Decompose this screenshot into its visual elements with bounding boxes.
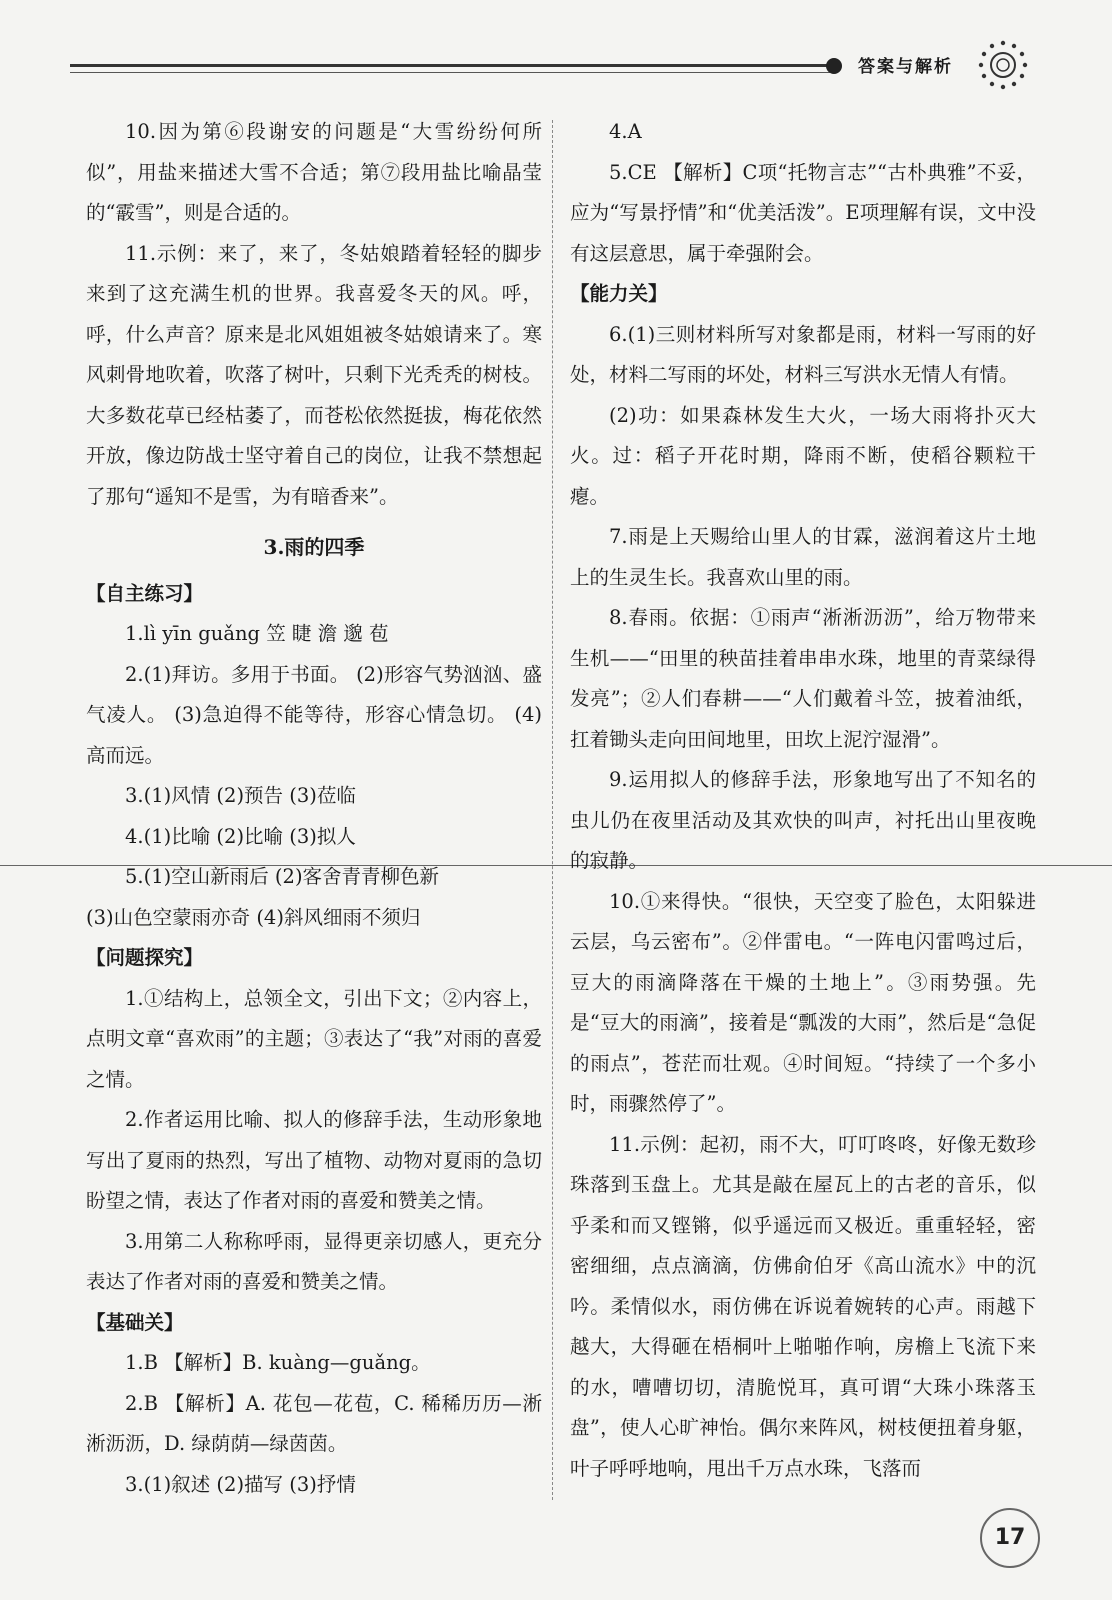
ability-7: 7.雨是上天赐给山里人的甘霖，滋润着这片土地上的生灵生长。我喜欢山里的雨。 — [570, 525, 1036, 589]
section-heading-ability: 【能力关】 — [570, 282, 668, 305]
practice-4: 4.(1)比喻 (2)比喻 (3)拟人 — [125, 824, 356, 848]
right-column — [570, 112, 1036, 1489]
left-column — [86, 112, 542, 1505]
basic-4: 4.A — [609, 120, 642, 143]
basic-5: 5.CE 【解析】C项“托物言志”“古朴典雅”不妥，应为“写景抒情”和“优美活泼”。E项理解有误，文中没有这层意思，属于牵强附会。 — [570, 160, 1036, 265]
practice-2: 2.(1)拜访。多用于书面。 (2)形容气势汹汹、盛气凌人。 (3)急迫得不能等待，形容心情急切。 (4)高而远。 — [86, 662, 542, 767]
ability-9: 9.运用拟人的修辞手法，形象地写出了不知名的虫儿仍在夜里活动及其欢快的叫声，衬托出山里夜晚的寂静。 — [570, 768, 1036, 872]
explore-1: 1.①结构上，总领全文，引出下文；②内容上，点明文章“喜欢雨”的主题；③表达了“我”对雨的喜爱之情。 — [86, 986, 542, 1091]
basic-2: 2.B 【解析】A. 花包—花苞，C. 稀稀历历—淅淅沥沥，D. 绿荫荫—绿茵茵。 — [86, 1391, 542, 1455]
section-heading-basic: 【基础关】 — [86, 1310, 184, 1334]
practice-5: 5.(1)空山新雨后 (2)客舍青青柳色新 — [125, 865, 440, 888]
answer-11: 11.示例：来了，来了，冬姑娘踏着轻轻的脚步来到了这充满生机的世界。我喜爱冬天的风。呼，呼，什么声音？原来是北风姐姐被冬姑娘请来了。寒风刺骨地吹着，吹落了树叶，只剩下光秃秃的树枝。大多数花草已经枯萎了，而苍松依然挺拔，梅花依然开放，像边防战士坚守着自己的岗位，让我不禁想起了那句“遥知不是雪，为有暗香来”。 — [86, 241, 542, 508]
basic-3: 3.(1)叙述 (2)描写 (3)抒情 — [125, 1472, 356, 1496]
ability-6-2: (2)功：如果森林发生大火，一场大雨将扑灭大火。过：稻子开花时期，降雨不断，使稻谷颗粒干瘪。 — [570, 403, 1036, 508]
lesson-title: 3.雨的四季 — [263, 535, 365, 559]
practice-5-cont: (3)山色空蒙雨亦奇 (4)斜风细雨不须归 — [86, 905, 421, 929]
explore-3: 3.用第二人称称呼雨，显得更亲切感人，更充分表达了作者对雨的喜爱和赞美之情。 — [86, 1229, 542, 1293]
decorative-circle-icon — [978, 40, 1028, 90]
section-heading-explore: 【问题探究】 — [86, 946, 204, 969]
ability-10: 10.①来得快。“很快，天空变了脸色，太阳躲进云层，乌云密布”。②伴雷电。“一阵电闪雷鸣过后，豆大的雨滴降落在干燥的土地上”。③雨势强。先是“豆大的雨滴”，接着是“瓢泼的大雨”，然后是“急促的雨点”，苍茫而壮观。④时间短。“持续了一个多小时，雨骤然停了”。 — [570, 889, 1036, 1115]
header-title: 答案与解析 — [858, 57, 953, 77]
ability-11: 11.示例：起初，雨不大，叮叮咚咚，好像无数珍珠落到玉盘上。尤其是敲在屋瓦上的古老的音乐，似乎柔和而又铿锵，似乎遥远而又极近。重重轻轻，密密细细，点点滴滴，仿佛俞伯牙《高山流水》中的沉吟。柔情似水，雨仿佛在诉说着婉转的心声。雨越下越大，大得砸在梧桐叶上啪啪作响，房檐上飞流下来的水，嘈嘈切切，清脆悦耳，真可谓“大珠小珠落玉盘”，使人心旷神怡。偶尔来阵风，树枝便扭着身躯，叶子呼呼地响，甩出千万点水珠，飞落而 — [570, 1132, 1036, 1480]
answer-10: 10.因为第⑥段谢安的问题是“大雪纷纷何所似”，用盐来描述大雪不合适；第⑦段用盐比喻晶莹的“霰雪”，则是合适的。 — [86, 120, 542, 224]
header-rule-thin — [70, 72, 830, 73]
section-heading-practice: 【自主练习】 — [86, 581, 204, 605]
basic-1: 1.B 【解析】B. kuàng—guǎng。 — [125, 1351, 431, 1374]
ability-6-1: 6.(1)三则材料所写对象都是雨，材料一写雨的好处，材料二写雨的坏处，材料三写洪水无情人有情。 — [570, 322, 1036, 386]
header-rule — [70, 64, 830, 67]
header-dot — [826, 58, 842, 74]
page-number: 17 — [980, 1508, 1040, 1568]
column-divider — [552, 120, 553, 1500]
ability-8: 8.春雨。依据：①雨声“淅淅沥沥”，给万物带来生机——“田里的秧苗挂着串串水珠，地里的青菜绿得发亮”；②人们春耕——“人们戴着斗笠，披着油纸，扛着锄头走向田间地里，田坎上泥泞湿滑”。 — [570, 606, 1036, 751]
explore-2: 2.作者运用比喻、拟人的修辞手法，生动形象地写出了夏雨的热烈，写出了植物、动物对夏雨的急切盼望之情，表达了作者对雨的喜爱和赞美之情。 — [86, 1108, 542, 1212]
practice-3: 3.(1)风情 (2)预告 (3)莅临 — [125, 784, 356, 807]
practice-1: 1.lì yīn guǎng 笠 睫 澹 邈 苞 — [125, 622, 389, 645]
